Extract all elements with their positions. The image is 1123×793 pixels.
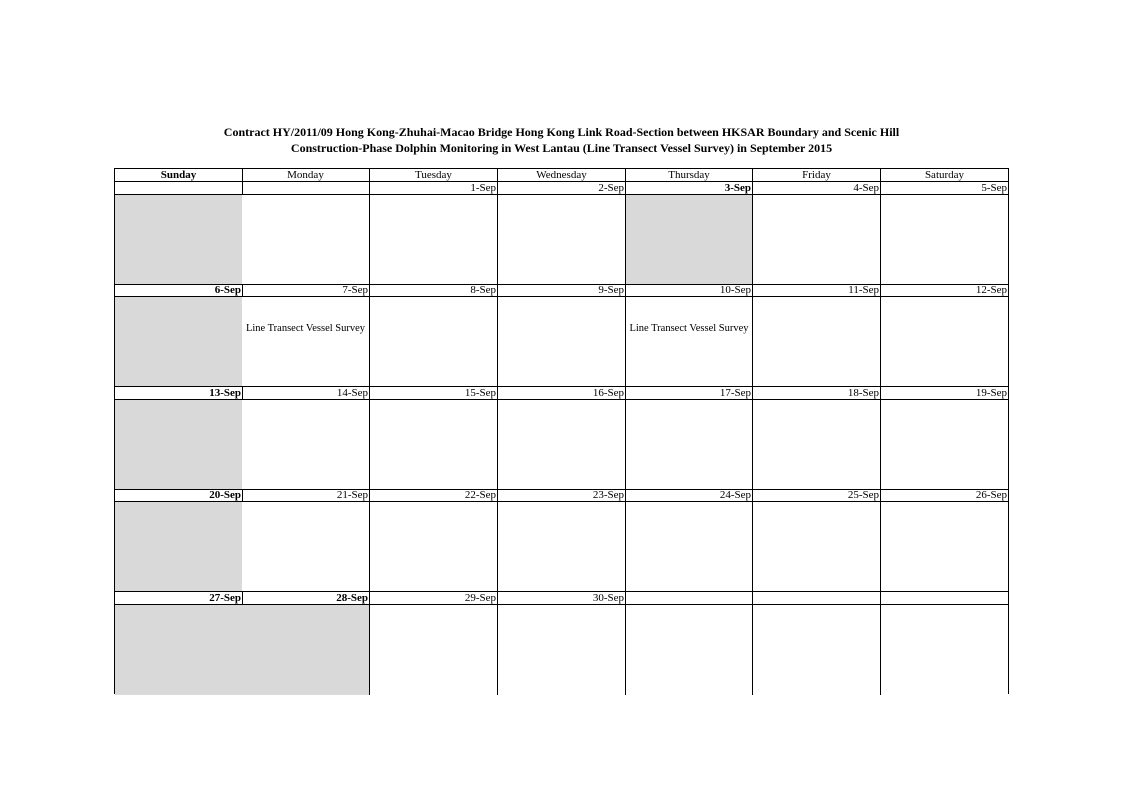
day-cell <box>881 195 1008 285</box>
day-cell <box>626 195 753 285</box>
day-cell <box>626 605 753 695</box>
day-cell <box>242 605 370 695</box>
date-label: 23-Sep <box>498 489 626 502</box>
day-cell <box>753 297 881 387</box>
date-label: 28-Sep <box>242 592 370 605</box>
date-label: 1-Sep <box>370 182 498 195</box>
day-cell <box>242 195 370 285</box>
date-label: 12-Sep <box>881 284 1008 297</box>
day-cell <box>115 297 243 387</box>
weekday-header-saturday: Saturday <box>881 169 1008 182</box>
day-cell <box>115 195 243 285</box>
weekday-header-tuesday: Tuesday <box>370 169 498 182</box>
day-cell <box>753 605 881 695</box>
date-label: 6-Sep <box>115 284 243 297</box>
date-label: 16-Sep <box>498 387 626 400</box>
day-cell <box>498 297 626 387</box>
document-subtitle: Construction-Phase Dolphin Monitoring in West Lantau (Line Transect Vessel Survey) in September 2015 <box>290 141 833 155</box>
date-label: 8-Sep <box>370 284 498 297</box>
day-cell <box>626 502 753 592</box>
date-label: 4-Sep <box>753 182 881 195</box>
day-cell <box>370 297 498 387</box>
date-label: 20-Sep <box>115 489 243 502</box>
day-cell <box>881 502 1008 592</box>
date-label: 19-Sep <box>881 387 1008 400</box>
date-label: 9-Sep <box>498 284 626 297</box>
day-cell <box>753 502 881 592</box>
day-cell <box>881 400 1008 490</box>
date-label <box>881 592 1008 605</box>
survey-event-label: Line Transect Vessel Survey <box>245 323 366 334</box>
date-label <box>753 592 881 605</box>
survey-event-label: Line Transect Vessel Survey <box>629 323 749 334</box>
day-cell <box>498 605 626 695</box>
day-cell <box>242 400 370 490</box>
date-label: 27-Sep <box>115 592 243 605</box>
date-label: 17-Sep <box>626 387 753 400</box>
weekday-header-thursday: Thursday <box>626 169 753 182</box>
day-cell <box>498 195 626 285</box>
document-title: Contract HY/2011/09 Hong Kong-Zhuhai-Macao Bridge Hong Kong Link Road-Section between HKSAR Boundary and Scenic Hill <box>223 125 900 139</box>
date-label: 30-Sep <box>498 592 626 605</box>
date-label <box>242 182 370 195</box>
date-label <box>626 592 753 605</box>
day-cell <box>626 400 753 490</box>
date-label: 13-Sep <box>115 387 243 400</box>
day-cell <box>370 195 498 285</box>
date-label: 29-Sep <box>370 592 498 605</box>
date-label: 24-Sep <box>626 489 753 502</box>
date-label: 21-Sep <box>242 489 370 502</box>
day-cell <box>498 400 626 490</box>
day-cell <box>498 502 626 592</box>
day-cell <box>115 605 243 695</box>
date-label: 11-Sep <box>753 284 881 297</box>
day-cell <box>753 400 881 490</box>
day-cell <box>370 605 498 695</box>
day-cell <box>370 400 498 490</box>
day-cell <box>242 297 370 387</box>
weekday-header-monday: Monday <box>242 169 370 182</box>
day-cell <box>370 502 498 592</box>
date-label: 22-Sep <box>370 489 498 502</box>
date-label: 15-Sep <box>370 387 498 400</box>
day-cell <box>626 297 753 387</box>
date-label: 25-Sep <box>753 489 881 502</box>
day-cell <box>115 400 243 490</box>
date-label: 14-Sep <box>242 387 370 400</box>
date-label: 5-Sep <box>881 182 1008 195</box>
date-label: 2-Sep <box>498 182 626 195</box>
calendar-grid <box>114 168 1009 694</box>
day-cell <box>753 195 881 285</box>
date-label: 7-Sep <box>242 284 370 297</box>
weekday-header-wednesday: Wednesday <box>498 169 626 182</box>
day-cell <box>242 502 370 592</box>
date-label: 10-Sep <box>626 284 753 297</box>
day-cell <box>881 605 1008 695</box>
date-label: 26-Sep <box>881 489 1008 502</box>
date-label <box>115 182 243 195</box>
date-label: 3-Sep <box>626 182 753 195</box>
weekday-header-sunday: Sunday <box>115 169 243 182</box>
weekday-header-friday: Friday <box>753 169 881 182</box>
day-cell <box>881 297 1008 387</box>
day-cell <box>115 502 243 592</box>
date-label: 18-Sep <box>753 387 881 400</box>
